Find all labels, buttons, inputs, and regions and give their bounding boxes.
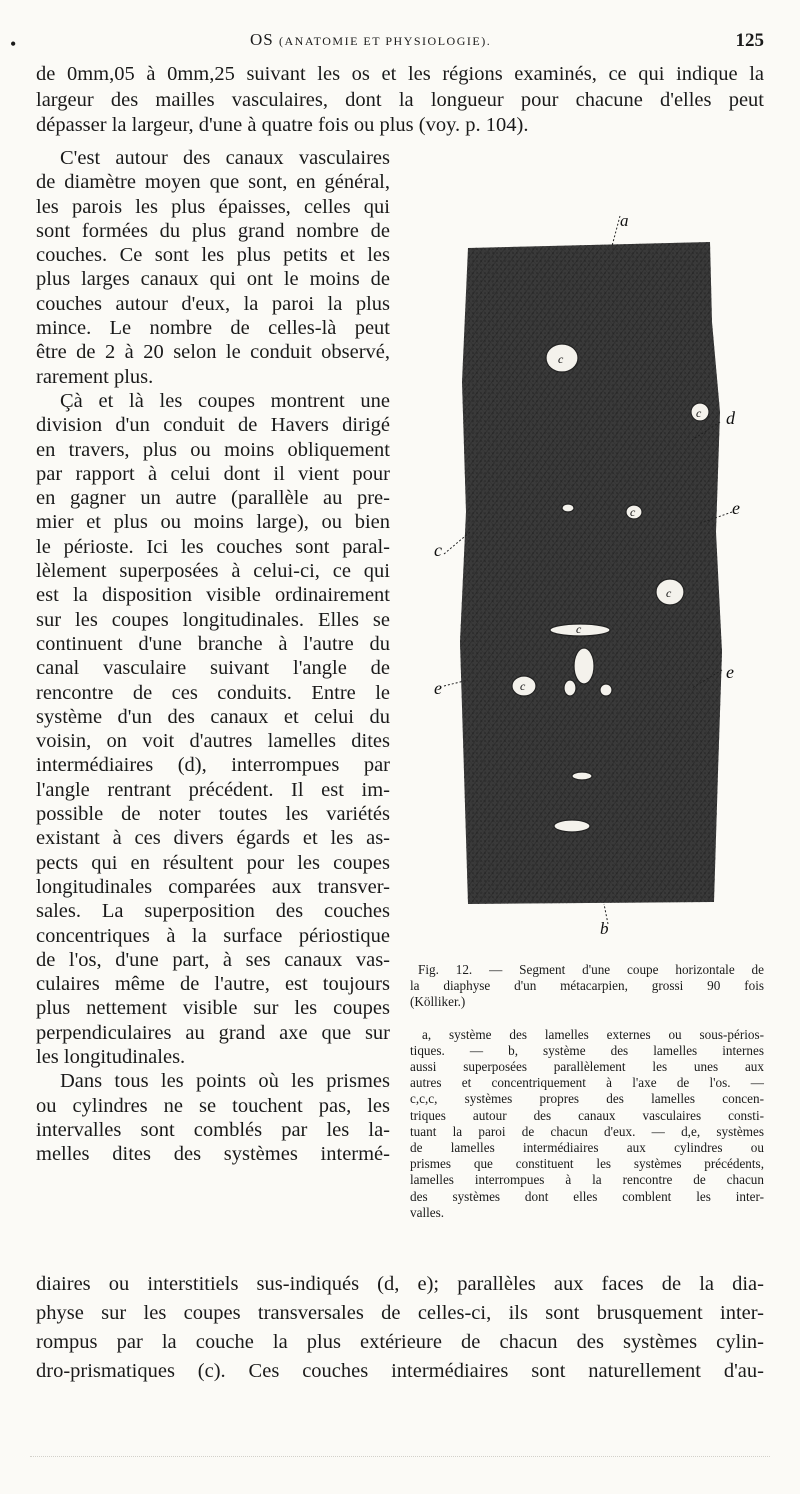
figure-12 <box>420 212 760 942</box>
text-line: plus larges canaux qui ont le moins de <box>36 268 390 291</box>
text-line: dépasser la largeur, d'une à quatre fois ou plus (voy. p. 104). <box>36 114 529 137</box>
text-line: sont formées du plus grand nombre de <box>36 219 390 242</box>
paragraph-3 <box>36 1069 390 1166</box>
header-bullet: • <box>10 34 17 54</box>
canal-label-c: c <box>696 406 702 420</box>
text-line: de diamètre moyen que sont, en général, <box>36 171 390 194</box>
bottom-print-noise <box>30 1456 770 1461</box>
paragraph-2 <box>36 389 390 1069</box>
text-line: l'angle rentrant précédent. Il est im- <box>36 778 390 801</box>
text-line: le périoste. Ici les couches sont paral- <box>36 535 390 558</box>
text-line: de 0mm,05 à 0mm,25 suivant les os et les régions examinés, ce qui indique la <box>36 63 764 85</box>
caption-line: (Kölliker.) <box>410 994 466 1010</box>
text-line: canal vasculaire suivant l'angle de <box>36 657 390 680</box>
caption-line: triques autour des canaux vasculaires consti- <box>410 1107 764 1123</box>
caption-line: lamelles interrompues à la rencontre de chacun <box>410 1172 764 1188</box>
running-title-sub: (ANATOMIE ET PHYSIOLOGIE). <box>278 34 492 48</box>
text-line: mince. Le nombre de celles-là peut <box>36 317 390 340</box>
figure-label-d: d <box>726 408 735 428</box>
text-line: continuent d'une branche à l'autre du <box>36 632 390 655</box>
text-line: mier et plus ou moins large), ou bien <box>36 511 390 534</box>
figure-label-a: a <box>620 212 629 230</box>
text-line: en travers, plus ou moins obliquement <box>36 438 390 461</box>
text-line: sales. La superposition des couches <box>36 900 390 923</box>
canal-lumen <box>554 820 590 832</box>
text-line: en gagner un autre (parallèle au pre- <box>36 487 390 510</box>
running-header <box>0 30 800 56</box>
text-line: lèlement superposées à celui-ci, ce qui <box>36 560 390 583</box>
caption-line: a, système des lamelles externes ou sous-périos- <box>422 1026 764 1042</box>
bone-section-illustration <box>420 212 760 942</box>
caption-title <box>410 962 764 1011</box>
text-line: sur les coupes longitudinales. Elles se <box>36 608 390 631</box>
column-text <box>36 146 390 1166</box>
caption-line: tuant la paroi de chacun d'eux. — d,e, systèmes <box>410 1123 764 1139</box>
text-line: perpendiculaires au grand axe que sur <box>36 1021 390 1044</box>
figure-caption <box>410 962 764 1221</box>
text-line: être de 2 à 20 selon le conduit observé, <box>36 341 390 364</box>
caption-line: la diaphyse d'un métacarpien, grossi 90 fois <box>410 978 764 994</box>
figure-label-b: b <box>600 919 609 938</box>
text-line: culaires même de l'autre, est toujours <box>36 973 390 996</box>
canal-lumen <box>562 504 574 512</box>
canal-label-c: c <box>558 352 564 366</box>
text-line: plus nettement visible sur les coupes <box>36 997 390 1020</box>
text-line: division d'un conduit de Havers dirigé <box>36 414 390 437</box>
text-line: longitudinales comparées aux transver- <box>36 875 390 898</box>
canal-label-c: c <box>630 505 636 519</box>
text-line: rompus par la couche la plus extérieure de chacun des systèmes cylin- <box>36 1331 764 1353</box>
text-line: voisin, on voit d'autres lamelles dites <box>36 730 390 753</box>
text-line: intermédiaires (d), interrompues par <box>36 754 390 777</box>
page-number: 125 <box>735 30 764 51</box>
text-line: est la disposition visible ordinairement <box>36 584 390 607</box>
figure-label-c-left: c <box>434 540 442 560</box>
canal-lumen <box>564 680 576 696</box>
text-line: Çà et là les coupes montrent une <box>60 389 390 412</box>
top-paragraph <box>36 62 764 139</box>
caption-line: prismes que constituent les systèmes précédents, <box>410 1156 764 1172</box>
canal-label-c: c <box>666 586 672 600</box>
text-line: melles dites des systèmes intermé- <box>36 1143 390 1166</box>
text-line: concentriques à la surface périostique <box>36 924 390 947</box>
text-line: rarement plus. <box>36 365 154 388</box>
figure-label-e-top: e <box>732 498 740 518</box>
text-line: rencontre de ces conduits. Entre le <box>36 681 390 704</box>
canal-label-c: c <box>520 679 526 693</box>
text-line: physe sur les coupes transversales de celles-ci, ils sont brusquement inter- <box>36 1302 764 1324</box>
figure-label-e-left: e <box>434 678 442 698</box>
caption-line: valles. <box>410 1204 445 1220</box>
text-line: de l'os, d'une part, à ses canaux vas- <box>36 948 390 971</box>
caption-line: aussi superposées parallèlement les unes aux <box>410 1059 764 1075</box>
canal-lumen <box>574 648 594 684</box>
bottom-paragraph <box>36 1270 764 1386</box>
text-line: par rapport à celui dont il vient pour <box>36 462 390 485</box>
text-line: possible de noter toutes les variétés <box>36 803 390 826</box>
text-line: couches autour d'eux, la paroi la plus <box>36 292 390 315</box>
caption-line: c,c,c, systèmes propres des lamelles concen- <box>410 1091 764 1107</box>
canal-lumen <box>600 684 612 696</box>
caption-line: Fig. 12. — Segment d'une coupe horizontale de <box>418 962 764 977</box>
text-line: C'est autour des canaux vasculaires <box>60 147 390 169</box>
running-title-main: OS <box>250 30 274 49</box>
caption-line: tiques. — b, système des lamelles internes <box>410 1042 764 1058</box>
text-line: Dans tous les points où les prismes <box>60 1070 390 1093</box>
text-line: diaires ou interstitiels sus-indiqués (d, e); parallèles aux faces de la dia- <box>36 1273 764 1295</box>
caption-line: des systèmes dont elles comblent les inter- <box>410 1188 764 1204</box>
text-line: existant à ces divers égards et les as- <box>36 827 390 850</box>
caption-line: de lamelles intermédiaires aux cylindres ou <box>410 1140 764 1156</box>
paragraph-1 <box>36 146 390 389</box>
text-line: les parois les plus épaisses, celles qui <box>36 195 390 218</box>
caption-legend <box>410 1027 764 1221</box>
text-line: système d'un des canaux et celui du <box>36 705 390 728</box>
figure-label-e-right: e <box>726 662 734 682</box>
text-line: les longitudinales. <box>36 1045 186 1068</box>
text-line: couches. Ce sont les plus petits et les <box>36 244 390 267</box>
canal-lumen <box>572 772 592 780</box>
text-line: largeur des mailles vasculaires, dont la longueur pour chacune d'elles peut <box>36 88 764 111</box>
text-line: pects qui en résultent pour les coupes <box>36 851 390 874</box>
canal-label-c: c <box>576 622 582 636</box>
text-line: dro-prismatiques (c). Ces couches intermédiaires sont naturellement d'au- <box>36 1360 764 1382</box>
text-line: ou cylindres ne se touchent pas, les <box>36 1094 390 1117</box>
caption-line: autres et concentriquement à l'axe de l'os. — <box>410 1075 764 1091</box>
running-title <box>250 30 491 50</box>
text-line: intervalles sont comblés par les la- <box>36 1118 390 1141</box>
